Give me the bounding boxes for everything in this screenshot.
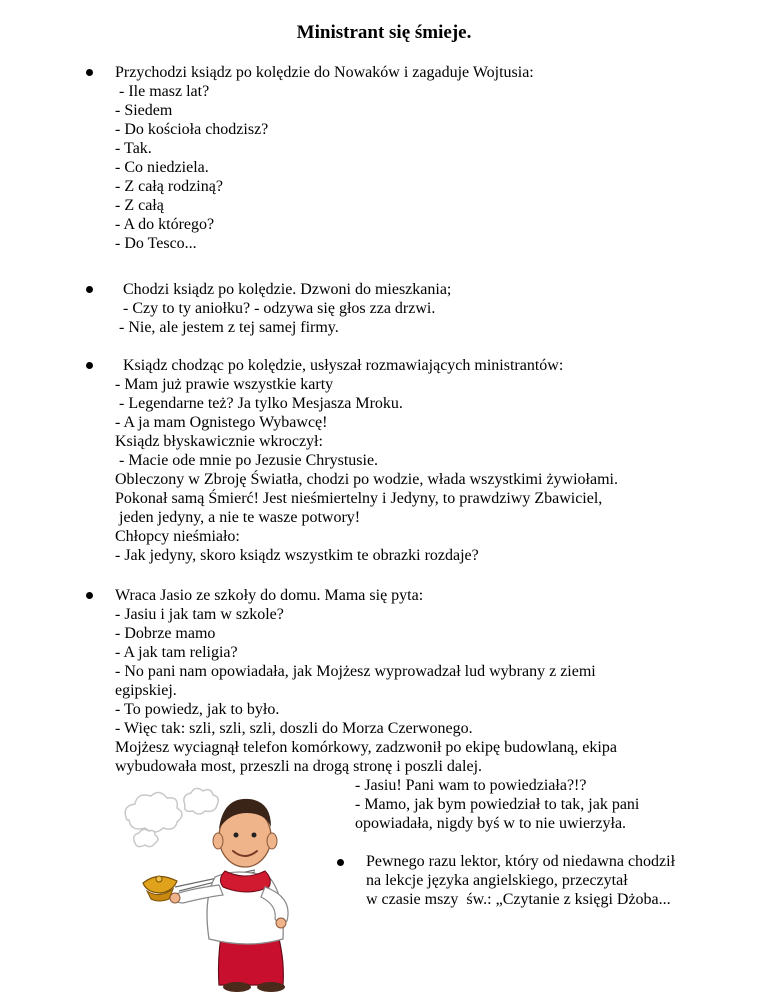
bullet-1	[86, 69, 93, 76]
bullet-3	[86, 362, 93, 369]
joke-3-line: - Legendarne też? Ja tylko Mesjasza Mroku.	[115, 395, 403, 412]
joke-1-line: - Co niedziela.	[115, 159, 209, 176]
joke-1-line: - Do Tesco...	[115, 235, 197, 252]
page-title: Ministrant się śmieje.	[296, 22, 472, 43]
joke-4-ending	[355, 776, 639, 833]
altar-boy-illustration	[115, 775, 330, 995]
joke-2	[115, 280, 451, 337]
joke-3-line: - Jak jedyny, skoro ksiądz wszystkim te obrazki rozdaje?	[115, 547, 479, 564]
joke-3-line: Chłopcy nieśmiało:	[115, 528, 240, 545]
joke-1-line: - Z całą rodziną?	[115, 178, 223, 195]
joke-3-line: - A ja mam Ognistego Wybawcę!	[115, 414, 328, 431]
joke-3-line: jeden jedyny, a nie te wasze potwory!	[115, 509, 361, 526]
smoke-cloud-icon	[125, 788, 218, 846]
bullet-4	[86, 592, 93, 599]
joke-4-line: - To powiedz, jak to było.	[115, 701, 280, 718]
joke-1-line: - Do kościoła chodzisz?	[115, 121, 269, 138]
joke-2-line: Chodzi ksiądz po kolędzie. Dzwoni do mieszkania;	[115, 281, 452, 298]
joke-5-line: Pewnego razu lektor, który od niedawna chodził	[366, 853, 676, 870]
joke-4-line: - Dobrze mamo	[115, 625, 216, 642]
joke-3	[115, 356, 618, 565]
joke-1-line: - Tak.	[115, 140, 152, 157]
joke-1-line: - A do którego?	[115, 216, 215, 233]
joke-2-line: - Czy to ty aniołku? - odzywa się głos zza drzwi.	[115, 300, 436, 317]
joke-4-end-line: - Mamo, jak bym powiedział to tak, jak pani	[355, 796, 640, 813]
joke-1-line: - Z całą	[115, 197, 164, 214]
joke-1-line: Przychodzi ksiądz po kolędzie do Nowaków i zagaduje Wojtusia:	[115, 64, 534, 81]
joke-4-line: - A jak tam religia?	[115, 644, 238, 661]
joke-1-line: - Siedem	[115, 102, 173, 119]
joke-5	[366, 852, 675, 909]
joke-2-line: - Nie, ale jestem z tej samej firmy.	[115, 319, 339, 336]
joke-3-line: Ksiądz chodząc po kolędzie, usłyszał rozmawiających ministrantów:	[115, 357, 564, 374]
joke-4-end-line: opowiadała, nigdy byś w to nie uwierzyła.	[355, 815, 627, 832]
joke-1-line: - Ile masz lat?	[115, 83, 210, 100]
joke-4-line: - No pani nam opowiadała, jak Mojżesz wyprowadzał lud wybrany z ziemi	[115, 663, 596, 680]
joke-4-line: egipskiej.	[115, 682, 177, 699]
joke-3-line: Pokonał samą Śmierć! Jest nieśmiertelny i Jedyny, to prawdziwy Zbawiciel,	[115, 490, 603, 507]
joke-5-line: na lekcje języka angielskiego, przeczytał	[366, 872, 628, 889]
joke-3-line: - Macie ode mnie po Jezusie Chrystusie.	[115, 452, 379, 469]
joke-3-line: Obleczony w Zbroję Światła, chodzi po wodzie, włada wszystkimi żywiołami.	[115, 471, 618, 488]
bullet-5	[337, 859, 344, 866]
joke-4-line: Mojżesz wyciagnął telefon komórkowy, zadzwonił po ekipę budowlaną, ekipa	[115, 739, 617, 756]
joke-4-line: - Więc tak: szli, szli, szli, doszli do Morza Czerwonego.	[115, 720, 473, 737]
joke-4-line: Wraca Jasio ze szkoły do domu. Mama się pyta:	[115, 587, 424, 604]
joke-4-line: wybudowała most, przeszli na drogą stronę i poszli dalej.	[115, 758, 483, 775]
joke-5-line: w czasie mszy św.: „Czytanie z księgi Dżoba...	[366, 891, 671, 908]
bullet-2	[86, 286, 93, 293]
joke-4-end-line: - Jasiu! Pani wam to powiedziała?!?	[355, 777, 587, 794]
joke-4	[115, 586, 617, 776]
joke-3-line: - Mam już prawie wszystkie karty	[115, 376, 334, 393]
joke-3-line: Ksiądz błyskawicznie wkroczył:	[115, 433, 323, 450]
joke-4-line: - Jasiu i jak tam w szkole?	[115, 606, 284, 623]
joke-1	[115, 63, 534, 253]
